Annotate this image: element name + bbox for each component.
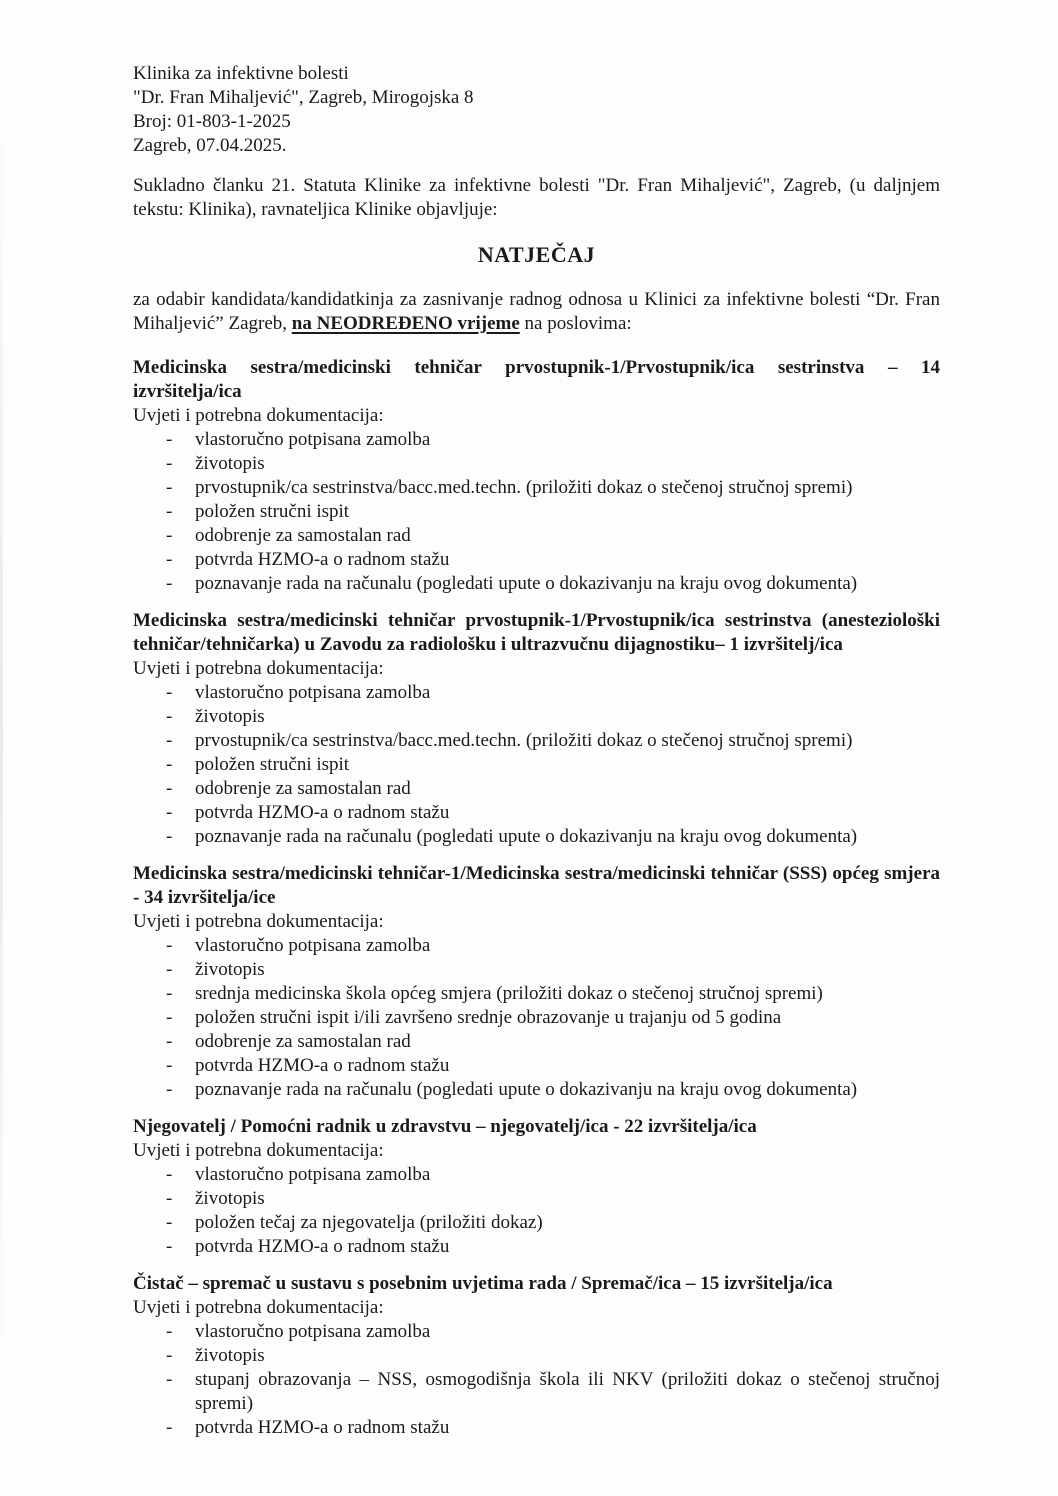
requirements-label: Uvjeti i potrebna dokumentacija: <box>133 911 384 932</box>
requirement-item: - životopis <box>133 452 940 476</box>
requirements-list <box>133 1163 940 1259</box>
job-title: Medicinska sestra/medicinski tehničar prvostupnik-1/Prvostupnik/ica sestrinstva – 14 izvršitelja/ica <box>133 357 940 402</box>
subject-text-before: za odabir kandidata/kandidatkinja za zasnivanje radnog odnosa u Klinici za infektivne bolesti “Dr. Fran Mihaljević” Zagreb, <box>133 289 940 334</box>
requirement-item: - potvrda HZMO-a o radnom stažu <box>133 548 940 572</box>
requirement-item: - poznavanje rada na računalu (pogledati upute o dokazivanju na kraju ovog dokumenta) <box>133 825 940 849</box>
requirement-item: - položen tečaj za njegovatelja (priložiti dokaz) <box>133 1211 940 1235</box>
subject-text-after: na poslovima: <box>519 313 632 334</box>
requirement-item: - potvrda HZMO-a o radnom stažu <box>133 1416 940 1440</box>
requirement-item: - životopis <box>133 958 940 982</box>
requirements-label: Uvjeti i potrebna dokumentacija: <box>133 658 384 679</box>
job-section-nurse-anesthesiology-radiology <box>133 609 940 849</box>
requirement-item: - vlastoručno potpisana zamolba <box>133 934 940 958</box>
requirements-list <box>133 428 940 596</box>
job-title: Medicinska sestra/medicinski tehničar-1/Medicinska sestra/medicinski tehničar (SSS) općeg smjera - 34 izvršitelja/ice <box>133 863 940 908</box>
document-title: NATJEČAJ <box>477 242 596 267</box>
requirement-item: - vlastoručno potpisana zamolba <box>133 1163 940 1187</box>
job-section-caregiver <box>133 1115 940 1259</box>
requirement-item: - srednja medicinska škola općeg smjera (priložiti dokaz o stečenoj stručnoj spremi) <box>133 982 940 1006</box>
requirements-label: Uvjeti i potrebna dokumentacija: <box>133 1140 384 1161</box>
letterhead-address: "Dr. Fran Mihaljević", Zagreb, Mirogojska 8 <box>133 87 474 108</box>
subject-paragraph <box>133 288 940 336</box>
letterhead-reference-number: Broj: 01-803-1-2025 <box>133 111 291 132</box>
requirement-item: - prvostupnik/ca sestrinstva/bacc.med.techn. (priložiti dokaz o stečenoj stručnoj spremi) <box>133 476 940 500</box>
requirement-item: - poznavanje rada na računalu (pogledati upute o dokazivanju na kraju ovog dokumenta) <box>133 572 940 596</box>
requirement-item: - prvostupnik/ca sestrinstva/bacc.med.techn. (priložiti dokaz o stečenoj stručnoj spremi) <box>133 729 940 753</box>
job-section-cleaner <box>133 1272 940 1440</box>
letterhead-date: Zagreb, 07.04.2025. <box>133 135 287 156</box>
requirement-item: - stupanj obrazovanja – NSS, osmogodišnja škola ili NKV (priložiti dokaz o stečenoj stručnoj spremi) <box>133 1368 940 1416</box>
requirement-item: - životopis <box>133 705 940 729</box>
requirement-item: - položen stručni ispit <box>133 500 940 524</box>
scan-edge-artifact <box>0 90 3 1390</box>
requirements-list <box>133 1320 940 1440</box>
requirement-item: - potvrda HZMO-a o radnom stažu <box>133 1235 940 1259</box>
job-title: Medicinska sestra/medicinski tehničar prvostupnik-1/Prvostupnik/ica sestrinstva (anesteziološki tehničar/tehničarka) u Zavodu za radiološku i ultrazvučnu dijagnostiku– 1 izvršitelj/ica <box>133 610 940 655</box>
requirements-list <box>133 681 940 849</box>
letterhead <box>133 62 940 158</box>
requirement-item: - odobrenje za samostalan rad <box>133 1030 940 1054</box>
requirement-item: - odobrenje za samostalan rad <box>133 777 940 801</box>
requirement-item: - životopis <box>133 1187 940 1211</box>
employment-term-emphasis: na NEODREĐENO vrijeme <box>291 313 520 334</box>
requirements-list <box>133 934 940 1102</box>
requirement-item: - životopis <box>133 1344 940 1368</box>
requirement-item: - poznavanje rada na računalu (pogledati upute o dokazivanju na kraju ovog dokumenta) <box>133 1078 940 1102</box>
job-title: Njegovatelj / Pomoćni radnik u zdravstvu – njegovatelj/ica - 22 izvršitelja/ica <box>133 1116 757 1137</box>
requirement-item: - položen stručni ispit i/ili završeno srednje obrazovanje u trajanju od 5 godina <box>133 1006 940 1030</box>
job-title: Čistač – spremač u sustavu s posebnim uvjetima rada / Spremač/ica – 15 izvršitelja/ica <box>133 1273 833 1294</box>
requirements-label: Uvjeti i potrebna dokumentacija: <box>133 1297 384 1318</box>
requirement-item: - vlastoručno potpisana zamolba <box>133 1320 940 1344</box>
requirement-item: - odobrenje za samostalan rad <box>133 524 940 548</box>
requirement-item: - vlastoručno potpisana zamolba <box>133 428 940 452</box>
requirement-item: - potvrda HZMO-a o radnom stažu <box>133 1054 940 1078</box>
requirements-label: Uvjeti i potrebna dokumentacija: <box>133 405 384 426</box>
job-section-nurse-bachelor <box>133 356 940 596</box>
intro-paragraph: Sukladno članku 21. Statuta Klinike za infektivne bolesti "Dr. Fran Mihaljević", Zagreb, (u daljnjem tekstu: Klinika), ravnateljica Klinike objavljuje: <box>133 175 940 220</box>
requirement-item: - vlastoručno potpisana zamolba <box>133 681 940 705</box>
letterhead-org-name: Klinika za infektivne bolesti <box>133 63 349 84</box>
requirement-item: - položen stručni ispit <box>133 753 940 777</box>
job-section-nurse-secondary-school <box>133 862 940 1102</box>
requirement-item: - potvrda HZMO-a o radnom stažu <box>133 801 940 825</box>
